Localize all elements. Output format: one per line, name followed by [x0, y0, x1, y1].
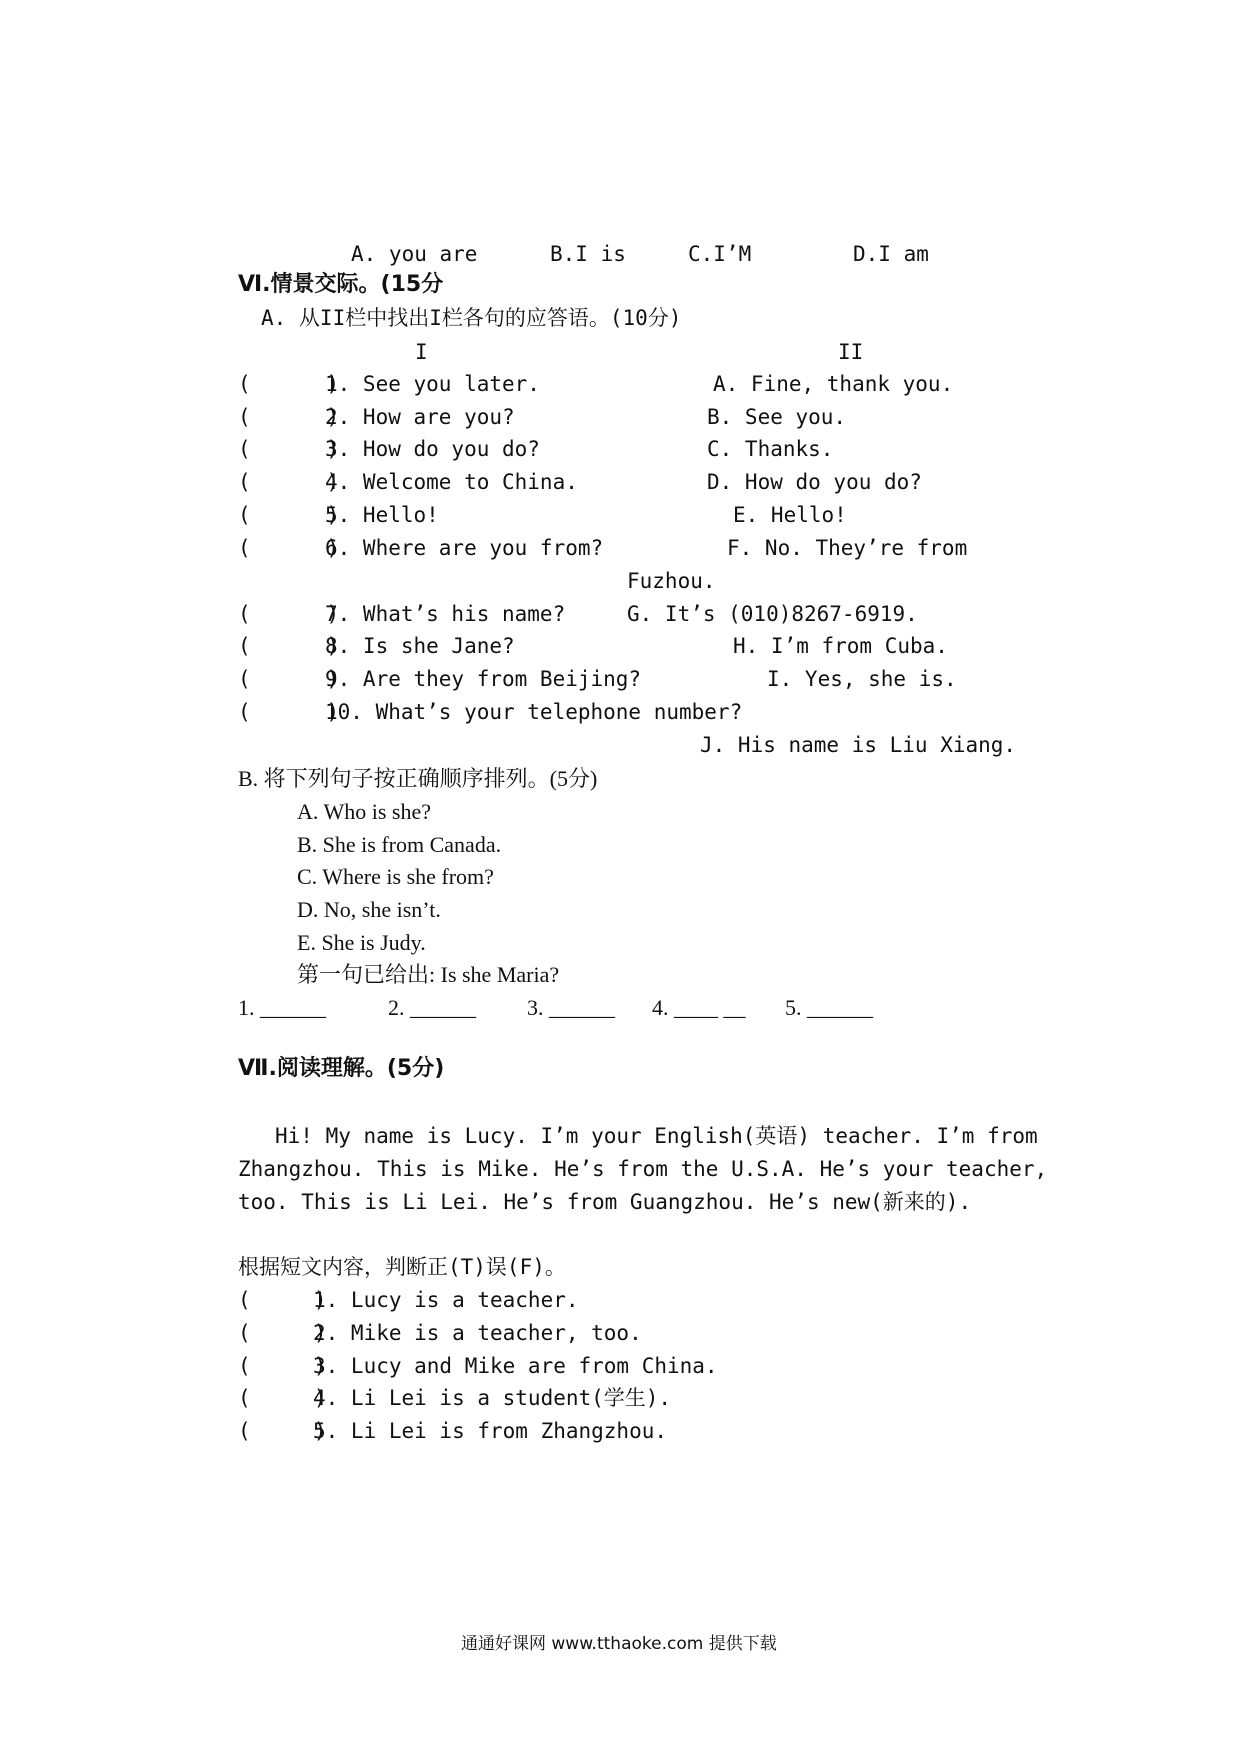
- passage-line-2: Zhangzhou. This is Mike. He’s from the U.S.A. He’s your teacher,: [238, 1157, 1048, 1181]
- answer-paren[interactable]: ( ): [238, 536, 340, 560]
- question-6: 6. Where are you from?: [325, 536, 604, 560]
- answer-paren[interactable]: ( ): [238, 1321, 327, 1345]
- order-blank-2[interactable]: 2. ______: [388, 995, 476, 1020]
- question-4: 4. Welcome to China.: [325, 470, 578, 494]
- section6-partA-instruction: A. 从II栏中找出I栏各句的应答语。(10分): [261, 306, 682, 330]
- order-blank-4[interactable]: 4. ____ __: [652, 995, 746, 1020]
- page-footer: 通通好课网 www.tthaoke.com 提供下载: [461, 1634, 777, 1654]
- sentence-d: D. No, she isn’t.: [297, 897, 441, 922]
- answer-paren[interactable]: ( ): [238, 700, 340, 724]
- question-8: 8. Is she Jane?: [325, 634, 515, 658]
- answer-paren[interactable]: ( ): [238, 1354, 327, 1378]
- question-2: 2. How are you?: [325, 405, 515, 429]
- order-blank-5[interactable]: 5. ______: [785, 995, 873, 1020]
- section6-partB-instruction: B. 将下列句子按正确顺序排列。(5分): [238, 766, 598, 791]
- question-7: 7. What’s his name?: [325, 602, 566, 626]
- answer-f-continued: Fuzhou.: [627, 569, 716, 593]
- answer-paren[interactable]: ( ): [238, 503, 340, 527]
- sentence-c: C. Where is she from?: [297, 864, 494, 889]
- answer-h: H. I’m from Cuba.: [733, 634, 948, 658]
- answer-paren[interactable]: ( ): [238, 437, 340, 461]
- order-blank-1[interactable]: 1. ______: [238, 995, 326, 1020]
- statement-3: 3. Lucy and Mike are from China.: [313, 1354, 718, 1378]
- order-blank-3[interactable]: 3. ______: [527, 995, 615, 1020]
- answer-paren[interactable]: ( ): [238, 667, 340, 691]
- statement-4: 4. Li Lei is a student(学生).: [313, 1386, 672, 1410]
- passage-line-1: Hi! My name is Lucy. I’m your English(英语) teacher. I’m from: [275, 1124, 1038, 1148]
- passage-line-3: too. This is Li Lei. He’s from Guangzhou. He’s new(新来的).: [238, 1190, 972, 1214]
- answer-e: E. Hello!: [733, 503, 847, 527]
- answer-f: F. No. They’re from: [727, 536, 968, 560]
- answer-paren[interactable]: ( ): [238, 634, 340, 658]
- answer-paren[interactable]: ( ): [238, 1386, 327, 1410]
- sentence-b: B. She is from Canada.: [297, 832, 502, 857]
- answer-i: I. Yes, she is.: [767, 667, 957, 691]
- statement-1: 1. Lucy is a teacher.: [313, 1288, 579, 1312]
- option-b: B.I is: [550, 242, 626, 266]
- answer-paren[interactable]: ( ): [238, 1419, 327, 1443]
- question-1: 1. See you later.: [325, 372, 540, 396]
- answer-c: C. Thanks.: [707, 437, 834, 461]
- answer-j: J. His name is Liu Xiang.: [700, 733, 1017, 757]
- sentence-e: E. She is Judy.: [297, 930, 426, 955]
- answer-b: B. See you.: [707, 405, 847, 429]
- given-first-sentence: 第一句已给出: Is she Maria?: [297, 962, 560, 987]
- answer-paren[interactable]: ( ): [238, 470, 340, 494]
- question-3: 3. How do you do?: [325, 437, 540, 461]
- statement-5: 5. Li Lei is from Zhangzhou.: [313, 1419, 668, 1443]
- answer-paren[interactable]: ( ): [238, 372, 340, 396]
- question-5: 5. Hello!: [325, 503, 439, 527]
- section7-heading: Ⅶ.阅读理解。(5分): [238, 1056, 445, 1081]
- question-9: 9. Are they from Beijing?: [325, 667, 642, 691]
- answer-g: G. It’s (010)8267-6919.: [627, 602, 918, 626]
- sentence-a: A. Who is she?: [297, 799, 432, 824]
- answer-paren[interactable]: ( ): [238, 602, 340, 626]
- answer-paren[interactable]: ( ): [238, 1288, 327, 1312]
- answer-paren[interactable]: ( ): [238, 405, 340, 429]
- question-10: 10. What’s your telephone number?: [325, 700, 743, 724]
- option-a: A. you are: [351, 242, 478, 266]
- answer-a: A. Fine, thank you.: [713, 372, 954, 396]
- answer-d: D. How do you do?: [707, 470, 922, 494]
- option-c: C.I’M: [688, 242, 752, 266]
- column-header-ii: II: [838, 340, 864, 364]
- section6-heading: Ⅵ.情景交际。(15分: [238, 272, 444, 297]
- statement-2: 2. Mike is a teacher, too.: [313, 1321, 642, 1345]
- column-header-i: I: [415, 340, 428, 364]
- section7-instruction: 根据短文内容，判断正(T)误(F)。: [238, 1255, 566, 1279]
- option-d: D.I am: [853, 242, 929, 266]
